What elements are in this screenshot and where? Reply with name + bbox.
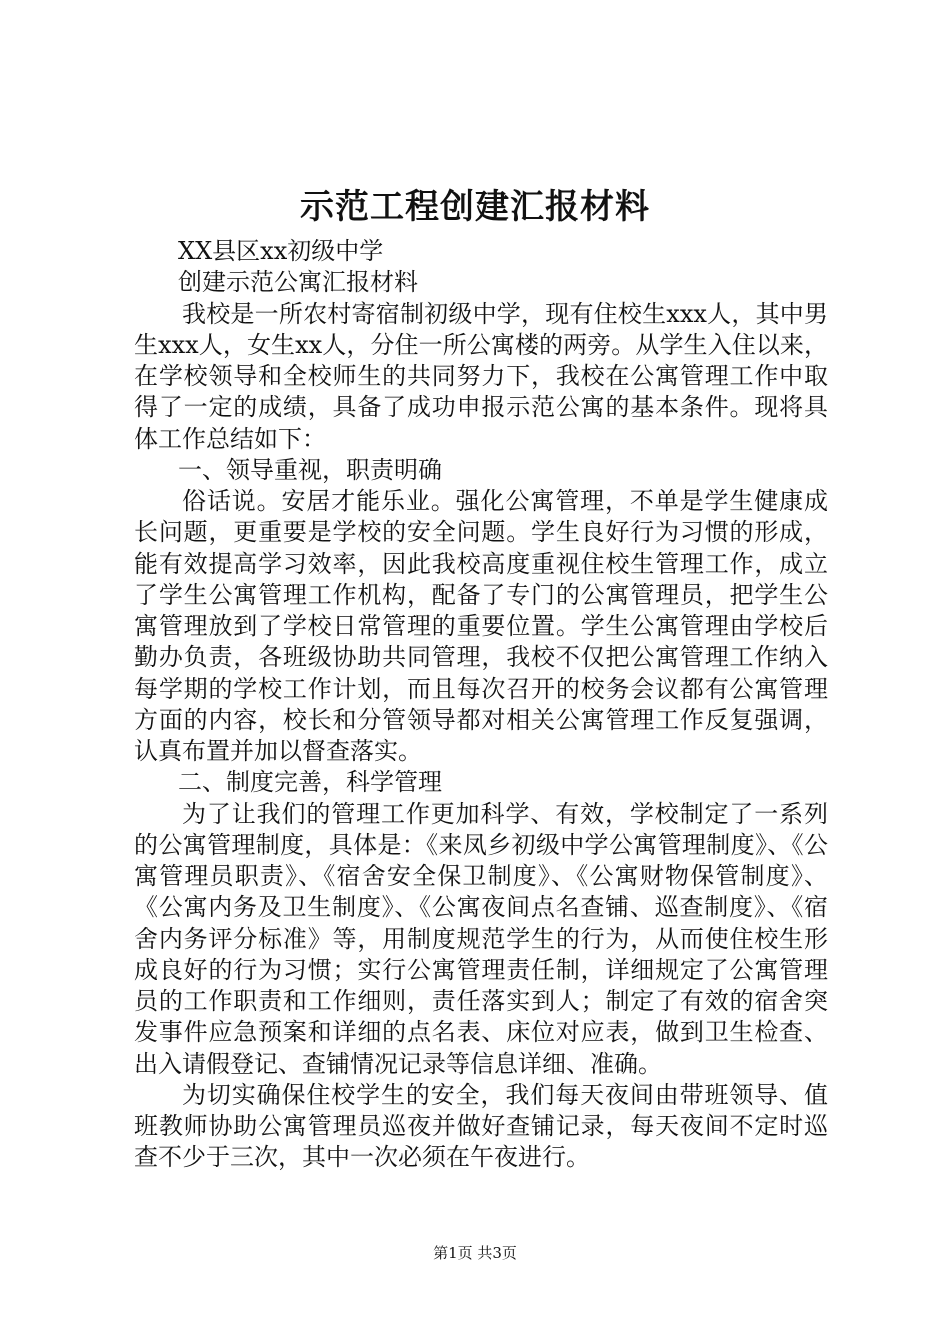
paragraph-leadership: 俗话说。安居才能乐业。强化公寓管理，不单是学生健康成长问题，更重要是学校的安全问题。学生良好行为习惯的形成，能有效提高学习效率，因此我校高度重视住校生管理工作，成立了学生公寓管理工作机构，配备了专门的公寓管理员，把学生公寓管理放到了学校日常管理的重要位置。学生公寓管理由学校后勤办负责，各班级协助共同管理，我校不仅把公寓管理工作纳入每学期的学校工作计划，而且每次召开的校务会议都有公寓管理方面的内容，校长和分管领导都对相关公寓管理工作反复强调，认真布置并加以督查落实。 xyxy=(134,487,828,765)
paragraph-night-patrol: 为切实确保住校学生的安全，我们每天夜间由带班领导、值班教师协助公寓管理员巡夜并做好查铺记录，每天夜间不定时巡查不少于三次，其中一次必须在午夜进行。 xyxy=(134,1080,828,1172)
report-subtitle-line: 创建示范公寓汇报材料 xyxy=(178,268,418,297)
school-name-line: XX县区xx初级中学 xyxy=(178,237,384,265)
document-body xyxy=(134,236,828,1174)
page-number-footer: 第1页 共3页 xyxy=(433,1244,517,1262)
document-title: 示范工程创建汇报材料 xyxy=(300,187,650,227)
paragraph-intro: 我校是一所农村寄宿制初级中学，现有住校生xxx人，其中男生xxx人，女生xx人，分住一所公寓楼的两旁。从学生入住以来，在学校领导和全校师生的共同努力下，我校在公寓管理工作中取得了一定的成绩，具备了成功申报示范公寓的基本条件。现将具体工作总结如下： xyxy=(134,299,828,453)
section-heading-1: 一、领导重视，职责明确 xyxy=(178,455,442,484)
section-heading-2: 二、制度完善，科学管理 xyxy=(178,768,442,797)
paragraph-regulations: 为了让我们的管理工作更加科学、有效，学校制定了一系列的公寓管理制度，具体是：《来凤乡初级中学公寓管理制度》、《公寓管理员职责》、《宿舍安全保卫制度》、《公寓财物保管制度》、《公寓内务及卫生制度》、《公寓夜间点名查铺、巡查制度》、《宿舍内务评分标准》等，用制度规范学生的行为，从而使住校生形成良好的行为习惯；实行公寓管理责任制，详细规定了公寓管理员的工作职责和工作细则，责任落实到人；制定了有效的宿舍突发事件应急预案和详细的点名表、床位对应表，做到卫生检查、出入请假登记、查铺情况记录等信息详细、准确。 xyxy=(134,799,828,1078)
